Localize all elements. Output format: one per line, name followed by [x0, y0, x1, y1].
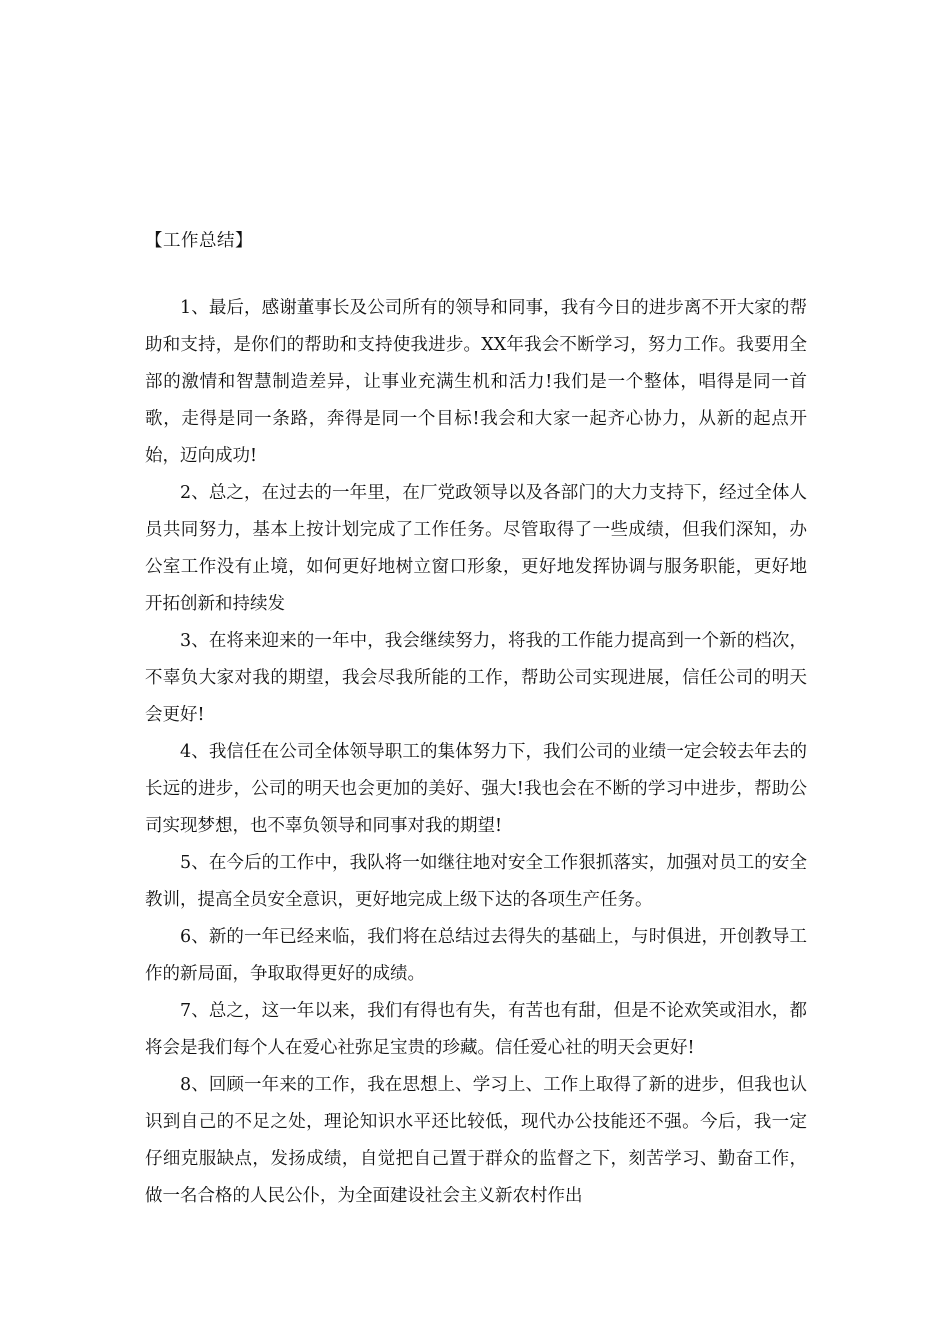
document-page	[145, 222, 807, 1215]
paragraph-2: 2、总之，在过去的一年里，在厂党政领导以及各部门的大力支持下，经过全体人员共同努力，基本上按计划完成了工作任务。尽管取得了一些成绩，但我们深知，办公室工作没有止境，如何更好地树立窗口形象，更好地发挥协调与服务职能，更好地开拓创新和持续发	[145, 483, 807, 614]
paragraph-1: 1、最后，感谢董事长及公司所有的领导和同事，我有今日的进步离不开大家的帮助和支持，是你们的帮助和支持使我进步。XX年我会不断学习，努力工作。我要用全部的激情和智慧制造差异，让事业充满生机和活力!我们是一个整体，唱得是同一首歌，走得是同一条路，奔得是同一个目标!我会和大家一起齐心协力，从新的起点开始，迈向成功!	[145, 298, 807, 466]
paragraph-3: 3、在将来迎来的一年中，我会继续努力，将我的工作能力提高到一个新的档次，不辜负大家对我的期望，我会尽我所能的工作，帮助公司实现进展，信任公司的明天会更好!	[145, 631, 807, 725]
document-title: 【工作总结】	[145, 231, 253, 251]
paragraph-8: 8、回顾一年来的工作，我在思想上、学习上、工作上取得了新的进步，但我也认识到自己的不足之处，理论知识水平还比较低，现代办公技能还不强。今后，我一定仔细克服缺点，发扬成绩，自觉把自己置于群众的监督之下，刻苦学习、勤奋工作，做一名合格的人民公仆，为全面建设社会主义新农村作出	[145, 1075, 807, 1206]
paragraph-5: 5、在今后的工作中，我队将一如继往地对安全工作狠抓落实，加强对员工的安全教训，提高全员安全意识，更好地完成上级下达的各项生产任务。	[145, 853, 807, 910]
paragraph-4: 4、我信任在公司全体领导职工的集体努力下，我们公司的业绩一定会较去年去的长远的进步，公司的明天也会更加的美好、强大!我也会在不断的学习中进步，帮助公司实现梦想，也不辜负领导和同事对我的期望!	[145, 742, 807, 836]
paragraph-7: 7、总之，这一年以来，我们有得也有失，有苦也有甜，但是不论欢笑或泪水，都将会是我们每个人在爱心社弥足宝贵的珍藏。信任爱心社的明天会更好!	[145, 1001, 807, 1058]
paragraph-6: 6、新的一年已经来临，我们将在总结过去得失的基础上，与时俱进，开创教导工作的新局面，争取取得更好的成绩。	[145, 927, 807, 984]
